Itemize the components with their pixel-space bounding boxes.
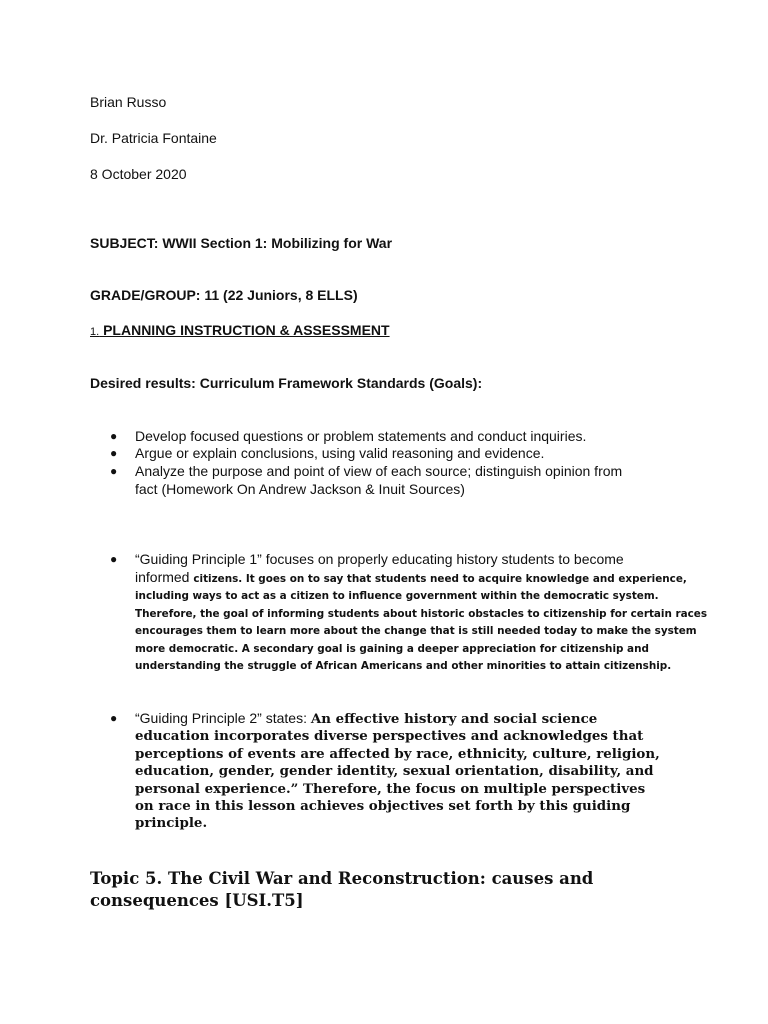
gp2-line: personal experience.” Therefore, the focus on multiple perspectives — [135, 780, 646, 797]
gp1-line: citizens. It goes on to say that students need to acquire knowledge and experience, — [193, 573, 687, 585]
gp1-line: Therefore, the goal of informing students about historic obstacles to citizenship for certain races — [135, 607, 708, 620]
date: 8 October 2020 — [90, 166, 187, 182]
student-name: Brian Russo — [90, 94, 167, 110]
gp1-lead: informed — [135, 569, 194, 585]
bullet-icon: ● — [110, 446, 118, 460]
gp1-text — [135, 551, 707, 675]
gp1-line: including ways to act as a citizen to influence government within the democratic system. — [135, 590, 659, 603]
gp1-line: understanding the struggle of African Americans and other minorities to attain citizenship. — [135, 660, 672, 673]
gp2-line: on race in this lesson achieves objectives set forth by this guiding — [135, 798, 631, 815]
gp2-line: perceptions of events are affected by race, ethnicity, culture, religion, — [135, 745, 660, 762]
grade-group-line: GRADE/GROUP: 11 (22 Juniors, 8 ELLS) — [90, 287, 358, 303]
gp2-lead: “Guiding Principle 2” states: — [135, 710, 311, 726]
bullet-icon: ● — [110, 552, 118, 566]
section-heading — [90, 322, 390, 338]
subject-line: SUBJECT: WWII Section 1: Mobilizing for War — [90, 235, 393, 251]
bullet-icon: ● — [110, 711, 118, 725]
gp2-line: education incorporates diverse perspectives and acknowledges that — [135, 728, 644, 745]
desired-results-heading: Desired results: Curriculum Framework Standards (Goals): — [90, 375, 483, 391]
section-title: PLANNING INSTRUCTION & ASSESSMENT — [99, 322, 390, 338]
gp1-line: encourages them to learn more about the change that is still needed today to make the system — [135, 625, 697, 638]
list-item-text: fact (Homework On Andrew Jackson & Inuit Sources) — [135, 481, 465, 497]
topic-heading — [90, 868, 650, 912]
bullet-icon: ● — [110, 464, 118, 478]
gp2-line: principle. — [135, 815, 208, 832]
list-item-text: Analyze the purpose and point of view of each source; distinguish opinion from — [135, 463, 623, 479]
instructor-name: Dr. Patricia Fontaine — [90, 130, 217, 146]
gp2-line: An effective history and social science — [310, 711, 598, 727]
gp2-text — [135, 710, 660, 833]
bullet-icon: ● — [110, 429, 118, 443]
list-item-text: Argue or explain conclusions, using valid reasoning and evidence. — [135, 445, 545, 461]
gp2-line: education, gender, gender identity, sexual orientation, disability, and — [135, 763, 654, 780]
gp1-intro: “Guiding Principle 1” focuses on properly educating history students to become — [135, 551, 624, 567]
topic-line: Topic 5. The Civil War and Reconstruction: causes and — [90, 869, 594, 888]
gp1-line: more democratic. A secondary goal is gaining a deeper appreciation for citizenship and — [135, 642, 649, 655]
list-item-text: Develop focused questions or problem statements and conduct inquiries. — [135, 428, 587, 444]
section-number: 1. — [90, 326, 100, 338]
topic-line: consequences [USI.T5] — [90, 891, 304, 910]
